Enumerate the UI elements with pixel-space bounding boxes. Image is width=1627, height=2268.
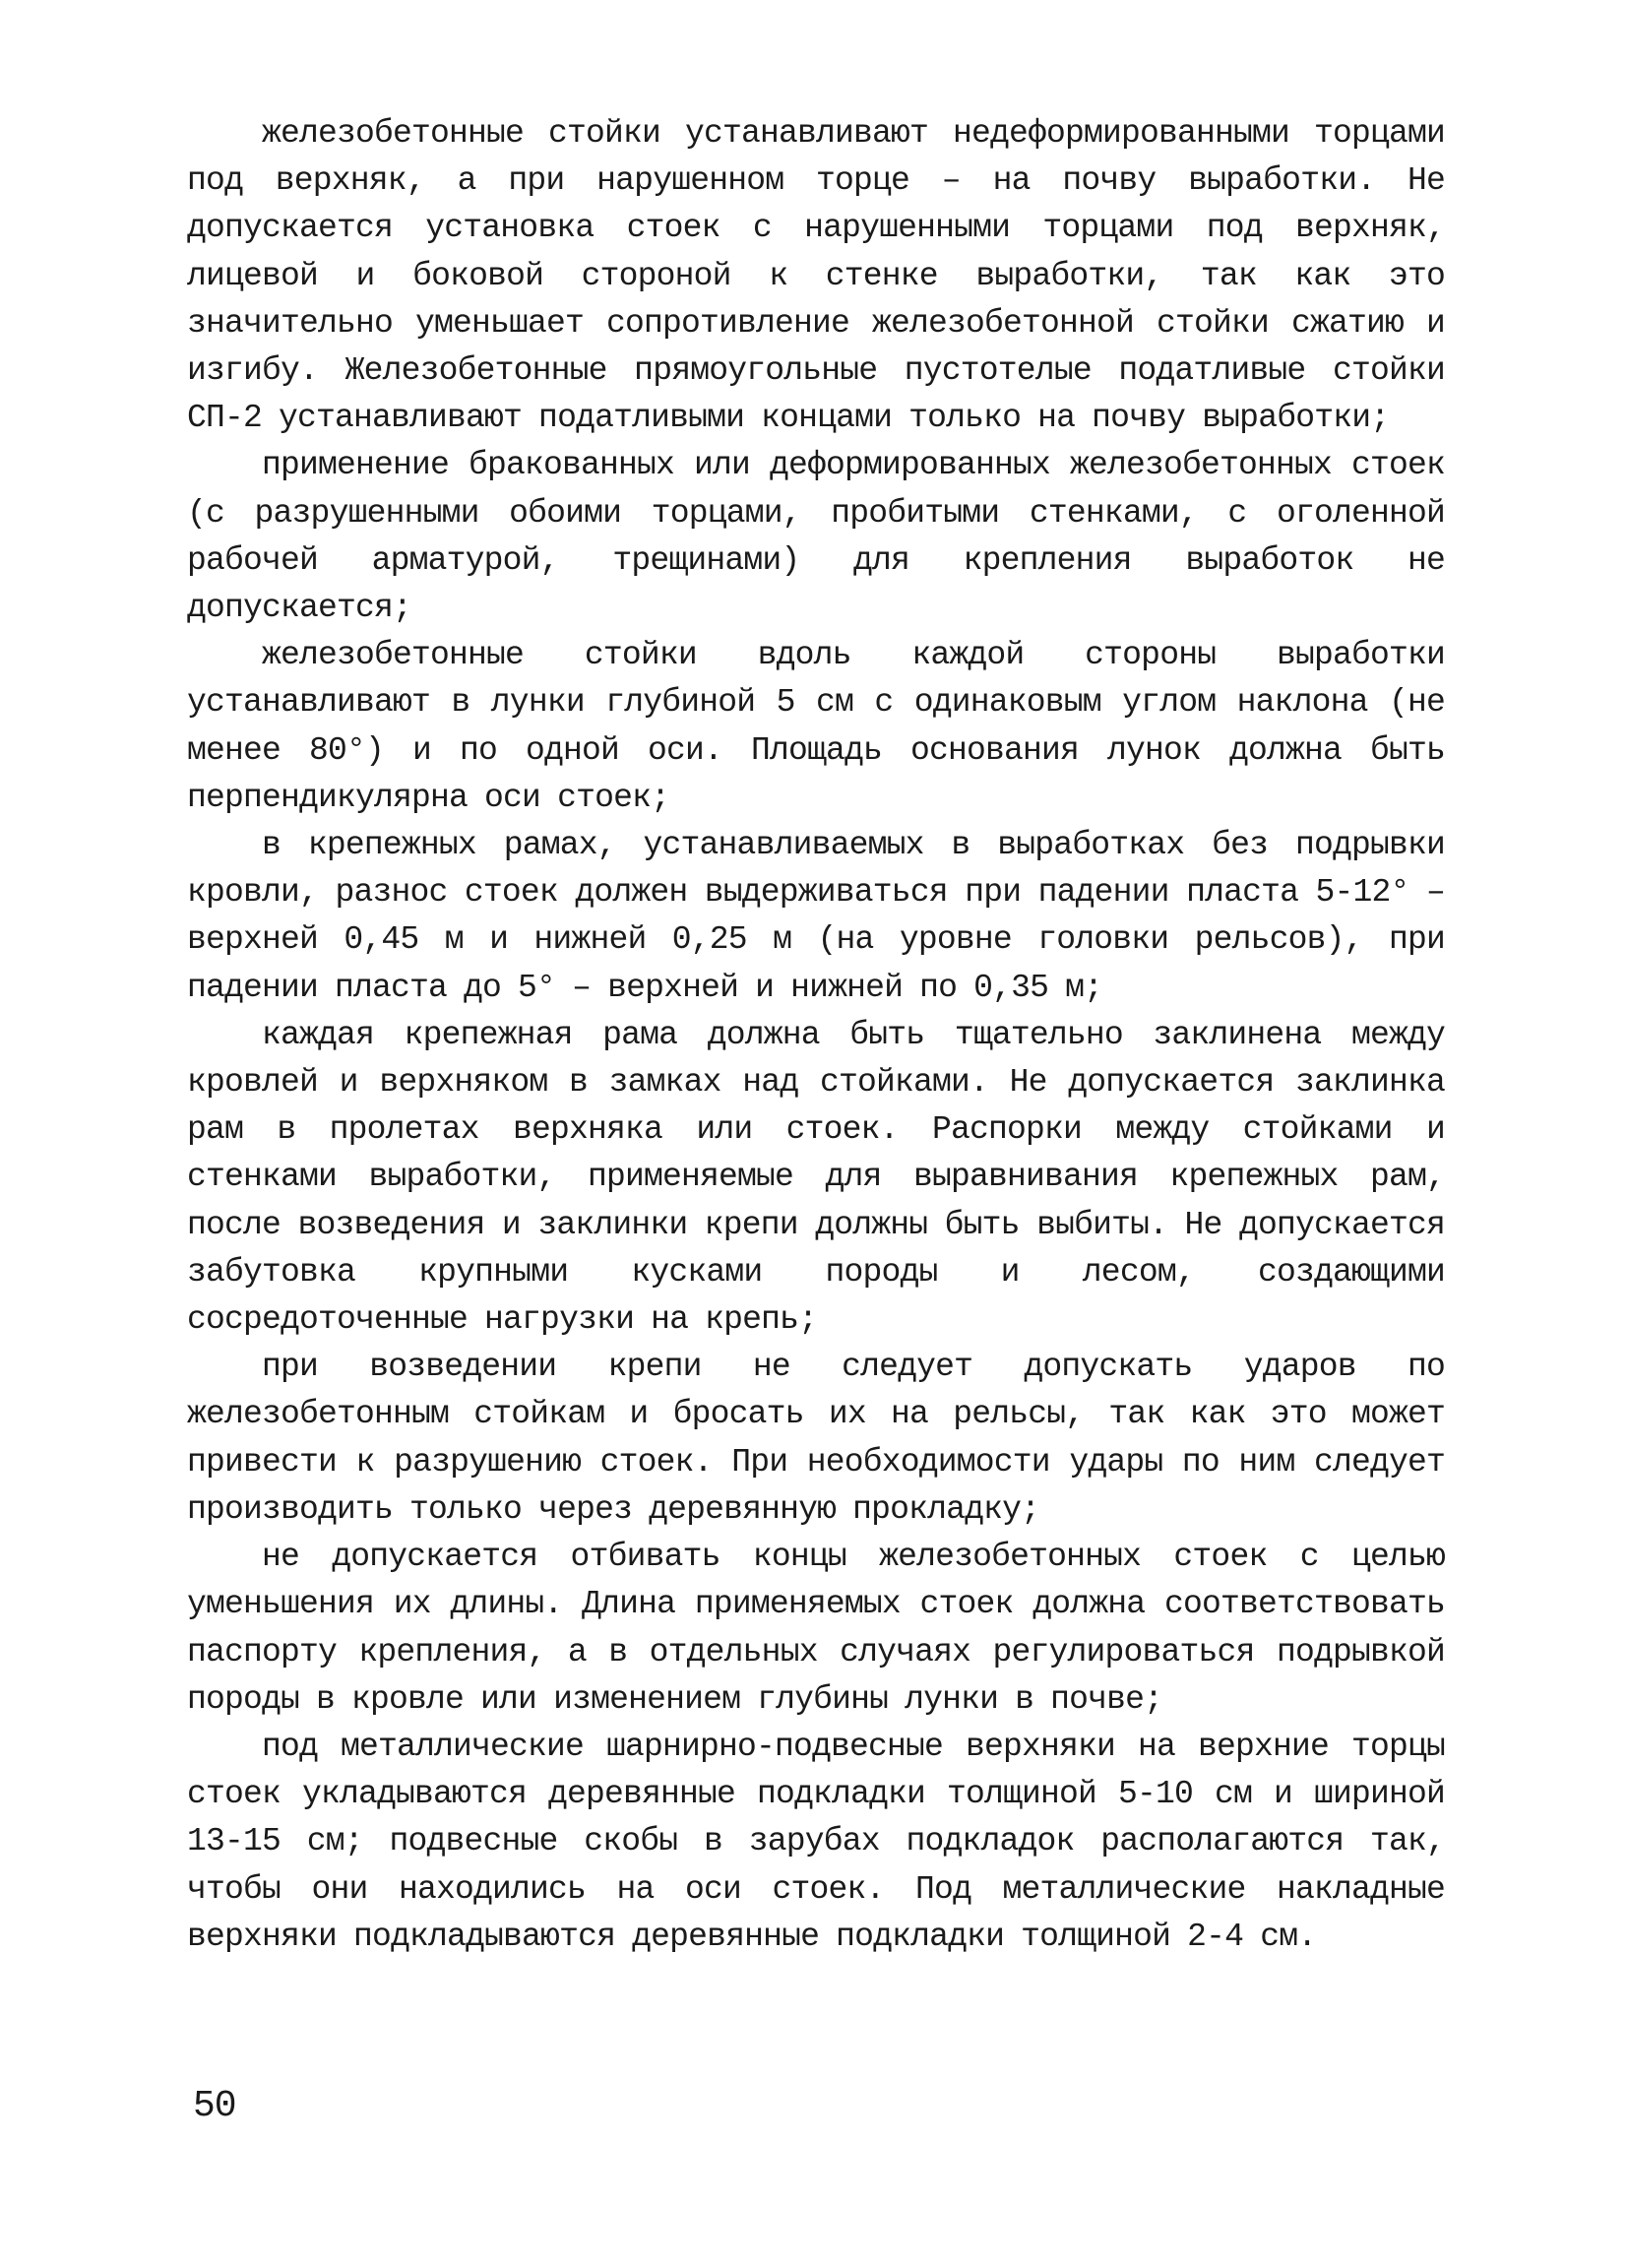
paragraph-prop-spread: в крепежных рамах, устанавливаемых в выработках без подрывки кровли, разнос стоек должен выдерживаться при падении пласта 5-12° – верхней 0,45 м и нижней 0,25 м (на уровне головки рельсов), при падении пласта до 5° – верхней и нижней по 0,35 м;: [187, 827, 1445, 1006]
body-text: [187, 110, 1445, 1961]
page-number: 50: [193, 2085, 236, 2127]
paragraph-wooden-pads: под металлические шарнирно-подвесные верхняки на верхние торцы стоек укладываются деревянные подкладки толщиной 5-10 см и шириной 13-15 см; подвесные скобы в зарубах подкладок располагаются так, чтобы они находились на оси стоек. Под металлические накладные верхняки подкладываются деревянные подкладки толщиной 2-4 см.: [187, 1728, 1445, 1955]
paragraph-frame-wedging: каждая крепежная рама должна быть тщательно заклинена между кровлей и верхняком в замках над стойками. Не допускается заклинка рам в пролетах верхняка или стоек. Распорки между стойками и стенками выработки, применяемые для выравнивания крепежных рам, после возведения и заклинки крепи должны быть выбиты. Не допускается забутовка крупными кусками породы и лесом, создающими сосредоточенные нагрузки на крепь;: [187, 1016, 1445, 1339]
paragraph-no-impacts: при возведении крепи не следует допускать ударов по железобетонным стойкам и бросать их на рельсы, так как это может привести к разрушению стоек. При необходимости удары по ним следует производить только через деревянную прокладку;: [187, 1349, 1445, 1528]
paragraph-props-in-holes: железобетонные стойки вдоль каждой стороны выработки устанавливают в лунки глубиной 5 см с одинаковым углом наклона (не менее 80°) и по одной оси. Площадь основания лунок должна быть перпендикулярна оси стоек;: [187, 637, 1445, 816]
paragraph-defective-props: применение бракованных или деформированных железобетонных стоек (с разрушенными обоими торцами, пробитыми стенками, с оголенной рабочей арматурой, трещинами) для крепления выработок не допускается;: [187, 447, 1445, 627]
paragraph-concrete-props-installation: железобетонные стойки устанавливают недеформированными торцами под верхняк, а при нарушенном торце – на почву выработки. Не допускается установка стоек с нарушенными торцами под верхняк, лицевой и боковой стороной к стенке выработки, так как это значительно уменьшает сопротивление железобетонной стойки сжатию и изгибу. Железобетонные прямоугольные пустотелые податливые стойки СП-2 устанавливают податливыми концами только на почву выработки;: [187, 115, 1445, 437]
paragraph-no-cutting-ends: не допускается отбивать концы железобетонных стоек с целью уменьшения их длины. Длина применяемых стоек должна соответствовать паспорту крепления, а в отдельных случаях регулироваться подрывкой породы в кровле или изменением глубины лунки в почве;: [187, 1539, 1445, 1718]
